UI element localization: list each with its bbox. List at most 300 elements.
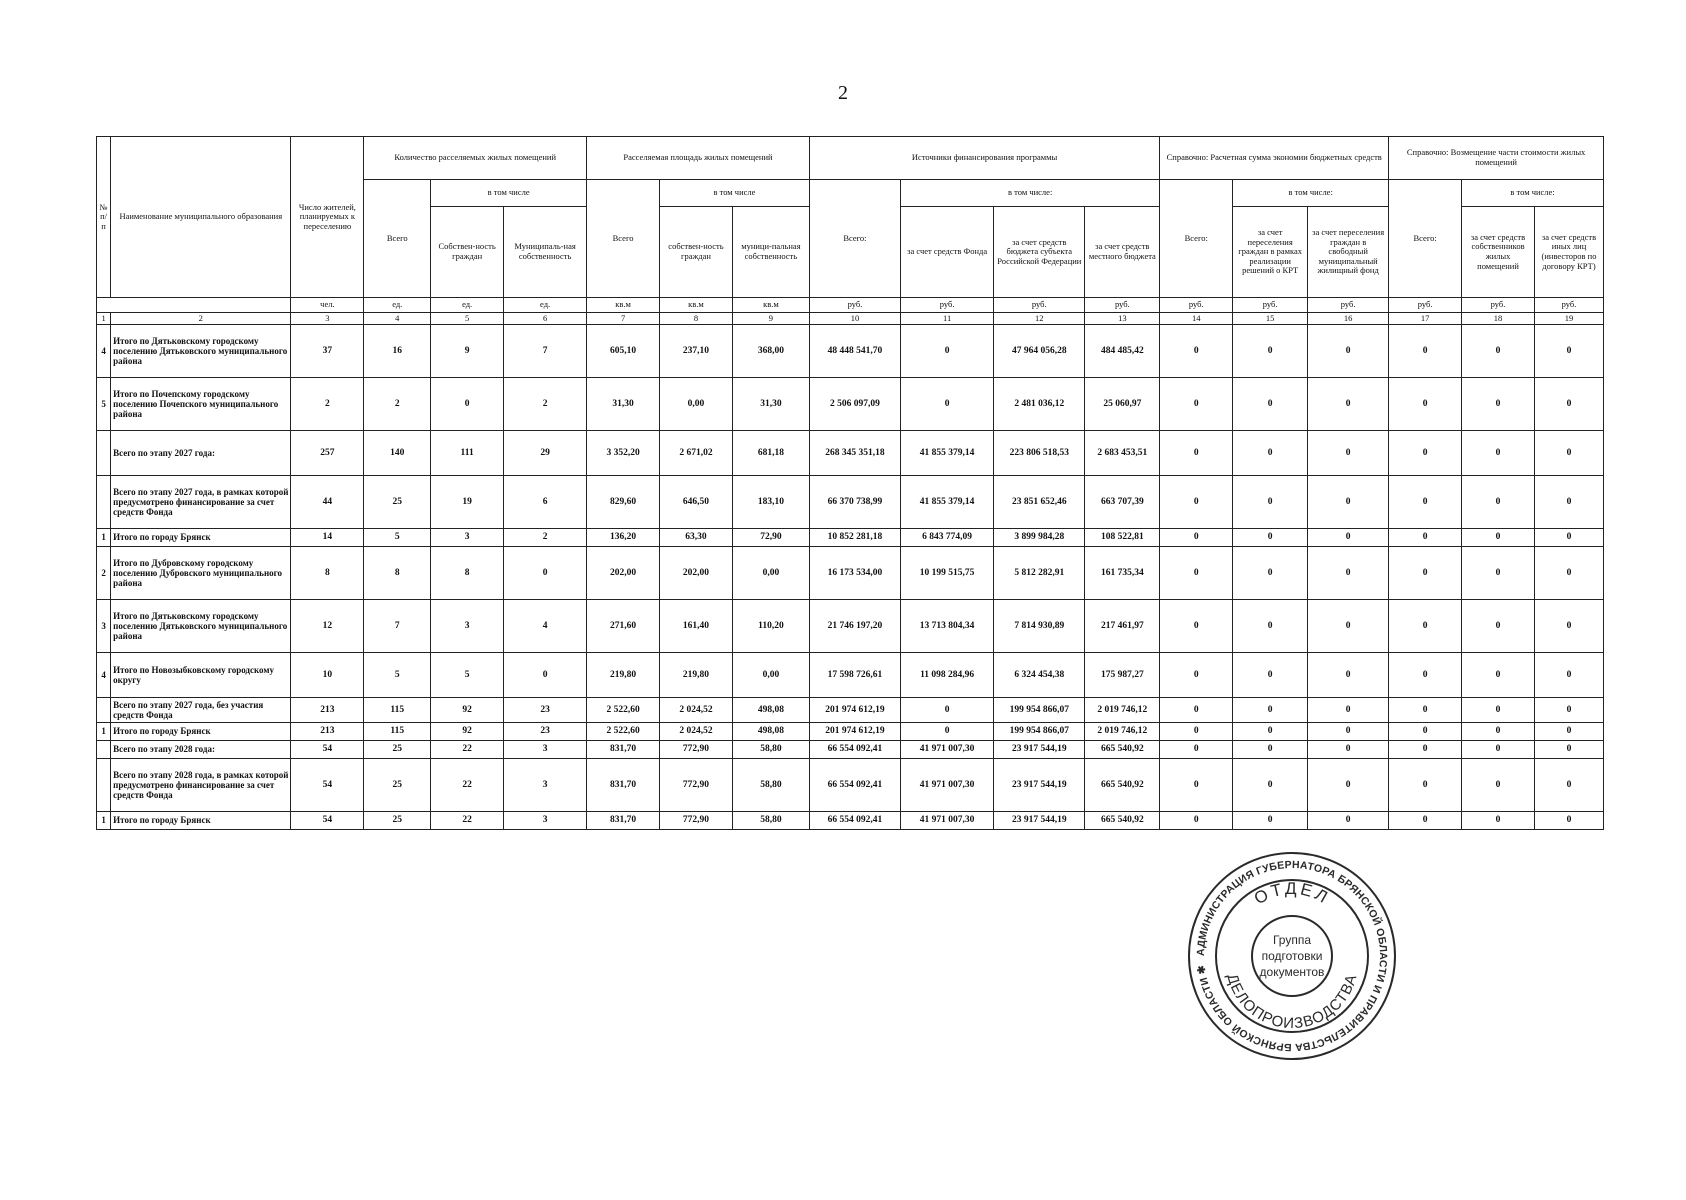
stamp-arc-top <box>1251 879 1333 908</box>
row-number-cell <box>97 476 111 529</box>
value-cell: 0 <box>1534 723 1603 741</box>
value-cell: 201 974 612,19 <box>809 723 900 741</box>
header-refund-incl: в том числе: <box>1462 180 1604 207</box>
value-cell: 8 <box>364 547 431 600</box>
header-no: № п/ п <box>97 137 111 298</box>
value-cell: 31,30 <box>587 378 660 431</box>
col-number: 6 <box>504 313 587 325</box>
value-cell: 0 <box>901 698 994 723</box>
row-number-cell <box>97 741 111 759</box>
value-cell: 0 <box>1462 325 1535 378</box>
header-residents: Число жителей, планируемых к переселению <box>291 137 364 298</box>
value-cell: 5 <box>364 653 431 698</box>
col-number: 11 <box>901 313 994 325</box>
col-number: 19 <box>1534 313 1603 325</box>
value-cell: 202,00 <box>660 547 733 600</box>
value-cell: 484 485,42 <box>1085 325 1160 378</box>
table-row <box>97 759 1604 812</box>
value-cell: 0,00 <box>660 378 733 431</box>
value-cell: 0 <box>1160 812 1233 830</box>
municipality-name-cell: Всего по этапу 2028 года: <box>111 741 291 759</box>
value-cell: 831,70 <box>587 812 660 830</box>
value-cell: 498,08 <box>732 723 809 741</box>
table-row <box>97 547 1604 600</box>
value-cell: 23 917 544,19 <box>994 759 1085 812</box>
col-number: 17 <box>1389 313 1462 325</box>
header-area-total: Всего <box>587 180 660 298</box>
value-cell: 66 554 092,41 <box>809 741 900 759</box>
municipality-name-cell: Всего по этапу 2027 года: <box>111 431 291 476</box>
value-cell: 63,30 <box>660 529 733 547</box>
value-cell: 115 <box>364 698 431 723</box>
resettlement-table-container <box>96 136 1604 830</box>
value-cell: 23 917 544,19 <box>994 741 1085 759</box>
unit-cell: кв.м <box>587 298 660 313</box>
value-cell: 16 173 534,00 <box>809 547 900 600</box>
unit-cell-blank <box>97 298 291 313</box>
value-cell: 41 971 007,30 <box>901 741 994 759</box>
value-cell: 14 <box>291 529 364 547</box>
col-number: 10 <box>809 313 900 325</box>
value-cell: 0 <box>1233 812 1308 830</box>
header-fund: за счет средств Фонда <box>901 207 994 298</box>
value-cell: 5 <box>431 653 504 698</box>
value-cell: 0 <box>1160 653 1233 698</box>
value-cell: 72,90 <box>732 529 809 547</box>
value-cell: 2 <box>291 378 364 431</box>
value-cell: 0 <box>1462 723 1535 741</box>
value-cell: 2 683 453,51 <box>1085 431 1160 476</box>
table-row <box>97 600 1604 653</box>
value-cell: 0 <box>1308 547 1389 600</box>
value-cell: 3 <box>504 741 587 759</box>
value-cell: 0 <box>504 547 587 600</box>
unit-cell: руб. <box>1534 298 1603 313</box>
header-municipality: Наименование муниципального образования <box>111 137 291 298</box>
unit-cell: руб. <box>994 298 1085 313</box>
value-cell: 17 598 726,61 <box>809 653 900 698</box>
value-cell: 44 <box>291 476 364 529</box>
value-cell: 58,80 <box>732 741 809 759</box>
value-cell: 3 <box>431 529 504 547</box>
value-cell: 0 <box>1462 759 1535 812</box>
value-cell: 217 461,97 <box>1085 600 1160 653</box>
row-number-cell: 1 <box>97 812 111 830</box>
value-cell: 0 <box>1233 741 1308 759</box>
unit-cell: кв.м <box>732 298 809 313</box>
value-cell: 0 <box>1233 653 1308 698</box>
value-cell: 2 522,60 <box>587 723 660 741</box>
value-cell: 25 <box>364 476 431 529</box>
value-cell: 213 <box>291 698 364 723</box>
unit-cell: руб. <box>1233 298 1308 313</box>
header-area-citizens: собствен-ность граждан <box>660 207 733 298</box>
value-cell: 0 <box>1308 759 1389 812</box>
value-cell: 772,90 <box>660 812 733 830</box>
value-cell: 0 <box>504 653 587 698</box>
value-cell: 0 <box>1160 723 1233 741</box>
row-number-cell: 3 <box>97 600 111 653</box>
unit-cell: руб. <box>1308 298 1389 313</box>
value-cell: 0 <box>1308 812 1389 830</box>
value-cell: 2 024,52 <box>660 723 733 741</box>
value-cell: 219,80 <box>587 653 660 698</box>
municipality-name-cell: Итого по городу Брянск <box>111 723 291 741</box>
value-cell: 10 852 281,18 <box>809 529 900 547</box>
value-cell: 199 954 866,07 <box>994 723 1085 741</box>
header-savings: Справочно: Расчетная сумма экономии бюджетных средств <box>1160 137 1389 180</box>
header-savings-incl: в том числе: <box>1233 180 1389 207</box>
value-cell: 0 <box>1233 476 1308 529</box>
value-cell: 66 370 738,99 <box>809 476 900 529</box>
municipality-name-cell: Итого по Дятьковскому городскому поселению Дятьковского муниципального района <box>111 600 291 653</box>
header-premises-total: Всего <box>364 180 431 298</box>
table-row <box>97 378 1604 431</box>
value-cell: 0 <box>1233 529 1308 547</box>
value-cell: 0 <box>1462 529 1535 547</box>
value-cell: 4 <box>504 600 587 653</box>
value-cell: 0 <box>1389 600 1462 653</box>
table-row <box>97 812 1604 830</box>
value-cell: 2 019 746,12 <box>1085 698 1160 723</box>
value-cell: 0 <box>1233 547 1308 600</box>
value-cell: 772,90 <box>660 759 733 812</box>
unit-cell: руб. <box>809 298 900 313</box>
row-number-cell: 5 <box>97 378 111 431</box>
value-cell: 16 <box>364 325 431 378</box>
value-cell: 8 <box>291 547 364 600</box>
value-cell: 0 <box>1160 431 1233 476</box>
value-cell: 605,10 <box>587 325 660 378</box>
row-number-cell <box>97 698 111 723</box>
header-premises-count: Количество расселяемых жилых помещений <box>364 137 587 180</box>
table-row <box>97 653 1604 698</box>
value-cell: 7 814 930,89 <box>994 600 1085 653</box>
value-cell: 219,80 <box>660 653 733 698</box>
value-cell: 0 <box>1389 723 1462 741</box>
value-cell: 665 540,92 <box>1085 759 1160 812</box>
value-cell: 140 <box>364 431 431 476</box>
value-cell: 23 917 544,19 <box>994 812 1085 830</box>
table-body <box>97 325 1604 830</box>
value-cell: 0 <box>1308 378 1389 431</box>
value-cell: 0 <box>901 325 994 378</box>
value-cell: 136,20 <box>587 529 660 547</box>
table-row <box>97 476 1604 529</box>
value-cell: 201 974 612,19 <box>809 698 900 723</box>
value-cell: 0 <box>1462 698 1535 723</box>
row-number-cell <box>97 759 111 812</box>
value-cell: 0 <box>1233 698 1308 723</box>
value-cell: 663 707,39 <box>1085 476 1160 529</box>
row-number-cell: 4 <box>97 325 111 378</box>
unit-cell: кв.м <box>660 298 733 313</box>
value-cell: 0 <box>1534 759 1603 812</box>
value-cell: 0 <box>1389 653 1462 698</box>
value-cell: 37 <box>291 325 364 378</box>
value-cell: 110,20 <box>732 600 809 653</box>
resettlement-table <box>96 136 1604 830</box>
value-cell: 41 971 007,30 <box>901 812 994 830</box>
value-cell: 2 522,60 <box>587 698 660 723</box>
row-number-cell: 2 <box>97 547 111 600</box>
value-cell: 92 <box>431 723 504 741</box>
unit-cell: руб. <box>1085 298 1160 313</box>
value-cell: 0 <box>1462 476 1535 529</box>
stamp-center-line-1: Группа <box>1272 933 1312 947</box>
value-cell: 0 <box>1308 325 1389 378</box>
value-cell: 0 <box>1462 431 1535 476</box>
value-cell: 0 <box>1233 600 1308 653</box>
col-number: 5 <box>431 313 504 325</box>
value-cell: 237,10 <box>660 325 733 378</box>
value-cell: 0 <box>1389 529 1462 547</box>
value-cell: 0 <box>1233 759 1308 812</box>
value-cell: 0 <box>1233 723 1308 741</box>
value-cell: 0 <box>1534 529 1603 547</box>
col-number: 12 <box>994 313 1085 325</box>
header-refund-total: Всего: <box>1389 180 1462 298</box>
value-cell: 48 448 541,70 <box>809 325 900 378</box>
value-cell: 3 899 984,28 <box>994 529 1085 547</box>
value-cell: 3 352,20 <box>587 431 660 476</box>
value-cell: 0 <box>1534 476 1603 529</box>
unit-cell: ед. <box>431 298 504 313</box>
col-number: 7 <box>587 313 660 325</box>
value-cell: 0 <box>1462 653 1535 698</box>
value-cell: 3 <box>504 759 587 812</box>
value-cell: 665 540,92 <box>1085 741 1160 759</box>
value-cell: 0 <box>1534 378 1603 431</box>
value-cell: 0 <box>901 378 994 431</box>
value-cell: 0 <box>1534 325 1603 378</box>
unit-cell: чел. <box>291 298 364 313</box>
value-cell: 183,10 <box>732 476 809 529</box>
value-cell: 115 <box>364 723 431 741</box>
value-cell: 0 <box>1389 378 1462 431</box>
value-cell: 23 <box>504 698 587 723</box>
value-cell: 0 <box>1462 812 1535 830</box>
value-cell: 0 <box>1308 741 1389 759</box>
value-cell: 831,70 <box>587 741 660 759</box>
row-number-cell: 4 <box>97 653 111 698</box>
header-local-budget: за счет средств местного бюджета <box>1085 207 1160 298</box>
value-cell: 10 199 515,75 <box>901 547 994 600</box>
value-cell: 2 <box>364 378 431 431</box>
value-cell: 66 554 092,41 <box>809 812 900 830</box>
col-number: 3 <box>291 313 364 325</box>
value-cell: 223 806 518,53 <box>994 431 1085 476</box>
value-cell: 0 <box>1462 547 1535 600</box>
value-cell: 19 <box>431 476 504 529</box>
value-cell: 3 <box>504 812 587 830</box>
table-row <box>97 723 1604 741</box>
value-cell: 23 <box>504 723 587 741</box>
header-savings-total: Всего: <box>1160 180 1233 298</box>
header-premises-incl: в том числе <box>431 180 587 207</box>
value-cell: 0 <box>1534 812 1603 830</box>
stamp-center-line-3: документов <box>1259 965 1325 979</box>
value-cell: 31,30 <box>732 378 809 431</box>
municipality-name-cell: Итого по Новозыбковскому городскому округу <box>111 653 291 698</box>
unit-cell: руб. <box>1389 298 1462 313</box>
value-cell: 0 <box>1160 325 1233 378</box>
municipality-name-cell: Итого по городу Брянск <box>111 812 291 830</box>
value-cell: 92 <box>431 698 504 723</box>
value-cell: 0 <box>1389 759 1462 812</box>
header-free-fund: за счет переселения граждан в свободный муниципальный жилищный фонд <box>1308 207 1389 298</box>
value-cell: 0 <box>1160 759 1233 812</box>
value-cell: 0 <box>1160 741 1233 759</box>
value-cell: 6 <box>504 476 587 529</box>
unit-cell: ед. <box>504 298 587 313</box>
value-cell: 0 <box>1389 741 1462 759</box>
col-number: 2 <box>111 313 291 325</box>
value-cell: 0 <box>1160 529 1233 547</box>
header-municipal-owned: Муниципаль-ная собственность <box>504 207 587 298</box>
value-cell: 54 <box>291 812 364 830</box>
col-number: 16 <box>1308 313 1389 325</box>
unit-cell: руб. <box>1160 298 1233 313</box>
value-cell: 0 <box>1233 378 1308 431</box>
value-cell: 0,00 <box>732 653 809 698</box>
value-cell: 41 855 379,14 <box>901 431 994 476</box>
header-sources-total: Всего: <box>809 180 900 298</box>
value-cell: 6 843 774,09 <box>901 529 994 547</box>
value-cell: 41 971 007,30 <box>901 759 994 812</box>
stamp-ring-textpath: АДМИНИСТРАЦИЯ ГУБЕРНАТОРА БРЯНСКОЙ ОБЛАСТИ И ПРАВИТЕЛЬСТВА БРЯНСКОЙ ОБЛАСТИ ✱ <box>1194 858 1390 1054</box>
value-cell: 2 481 036,12 <box>994 378 1085 431</box>
value-cell: 0 <box>1462 378 1535 431</box>
table-row <box>97 698 1604 723</box>
value-cell: 271,60 <box>587 600 660 653</box>
value-cell: 0 <box>1534 741 1603 759</box>
value-cell: 199 954 866,07 <box>994 698 1085 723</box>
value-cell: 5 812 282,91 <box>994 547 1085 600</box>
value-cell: 213 <box>291 723 364 741</box>
header-area: Расселяемая площадь жилых помещений <box>587 137 810 180</box>
value-cell: 9 <box>431 325 504 378</box>
value-cell: 3 <box>431 600 504 653</box>
value-cell: 0 <box>1160 698 1233 723</box>
unit-cell: руб. <box>901 298 994 313</box>
value-cell: 0 <box>1534 698 1603 723</box>
value-cell: 54 <box>291 741 364 759</box>
value-cell: 0 <box>1462 741 1535 759</box>
municipality-name-cell: Всего по этапу 2027 года, без участия средств Фонда <box>111 698 291 723</box>
value-cell: 11 098 284,96 <box>901 653 994 698</box>
value-cell: 0 <box>1160 476 1233 529</box>
column-numbers-row <box>97 313 1604 325</box>
col-number: 18 <box>1462 313 1535 325</box>
table-row <box>97 325 1604 378</box>
value-cell: 831,70 <box>587 759 660 812</box>
value-cell: 829,60 <box>587 476 660 529</box>
value-cell: 111 <box>431 431 504 476</box>
value-cell: 0 <box>1308 529 1389 547</box>
value-cell: 47 964 056,28 <box>994 325 1085 378</box>
stamp-center-line-2: подготовки <box>1261 949 1323 963</box>
value-cell: 66 554 092,41 <box>809 759 900 812</box>
value-cell: 161 735,34 <box>1085 547 1160 600</box>
unit-cell: ед. <box>364 298 431 313</box>
value-cell: 175 987,27 <box>1085 653 1160 698</box>
value-cell: 202,00 <box>587 547 660 600</box>
municipality-name-cell: Всего по этапу 2028 года, в рамках которой предусмотрено финансирование за счет средств Фонда <box>111 759 291 812</box>
value-cell: 0,00 <box>732 547 809 600</box>
municipality-name-cell: Итого по Дубровскому городскому поселению Дубровского муниципального района <box>111 547 291 600</box>
value-cell: 12 <box>291 600 364 653</box>
header-owners: за счет средств собственников жилых помещений <box>1462 207 1535 298</box>
stamp-arc-bottom <box>1223 972 1360 1032</box>
col-number: 9 <box>732 313 809 325</box>
col-number: 1 <box>97 313 111 325</box>
value-cell: 22 <box>431 812 504 830</box>
value-cell: 25 <box>364 812 431 830</box>
col-number: 13 <box>1085 313 1160 325</box>
value-cell: 13 713 804,34 <box>901 600 994 653</box>
units-row <box>97 298 1604 313</box>
table-row <box>97 431 1604 476</box>
value-cell: 0 <box>1308 653 1389 698</box>
value-cell: 772,90 <box>660 741 733 759</box>
value-cell: 0 <box>1308 476 1389 529</box>
col-number: 4 <box>364 313 431 325</box>
value-cell: 54 <box>291 759 364 812</box>
header-citizens-owned: Собствен-ность граждан <box>431 207 504 298</box>
value-cell: 22 <box>431 741 504 759</box>
value-cell: 58,80 <box>732 759 809 812</box>
value-cell: 41 855 379,14 <box>901 476 994 529</box>
value-cell: 5 <box>364 529 431 547</box>
value-cell: 665 540,92 <box>1085 812 1160 830</box>
value-cell: 10 <box>291 653 364 698</box>
value-cell: 498,08 <box>732 698 809 723</box>
value-cell: 0 <box>1160 547 1233 600</box>
value-cell: 0 <box>901 723 994 741</box>
value-cell: 0 <box>431 378 504 431</box>
municipality-name-cell: Итого по городу Брянск <box>111 529 291 547</box>
table-row <box>97 741 1604 759</box>
unit-cell: руб. <box>1462 298 1535 313</box>
value-cell: 161,40 <box>660 600 733 653</box>
value-cell: 0 <box>1462 600 1535 653</box>
value-cell: 0 <box>1389 547 1462 600</box>
col-number: 8 <box>660 313 733 325</box>
value-cell: 0 <box>1389 476 1462 529</box>
value-cell: 22 <box>431 759 504 812</box>
municipality-name-cell: Всего по этапу 2027 года, в рамках которой предусмотрено финансирование за счет средств Фонда <box>111 476 291 529</box>
col-number: 15 <box>1233 313 1308 325</box>
value-cell: 2 506 097,09 <box>809 378 900 431</box>
value-cell: 2 <box>504 529 587 547</box>
table-row <box>97 529 1604 547</box>
header-refund: Справочно: Возмещение части стоимости жилых помещений <box>1389 137 1604 180</box>
value-cell: 23 851 652,46 <box>994 476 1085 529</box>
value-cell: 7 <box>504 325 587 378</box>
value-cell: 681,18 <box>732 431 809 476</box>
value-cell: 2 671,02 <box>660 431 733 476</box>
header-investors: за счет средств иных лиц (инвесторов по договору КРТ) <box>1534 207 1603 298</box>
header-area-incl: в том числе <box>660 180 810 207</box>
header-subject-budget: за счет средств бюджета субъекта Российской Федерации <box>994 207 1085 298</box>
header-krt-resettle: за счет переселения граждан в рамках реализации решений о КРТ <box>1233 207 1308 298</box>
value-cell: 25 <box>364 759 431 812</box>
value-cell: 0 <box>1389 325 1462 378</box>
value-cell: 2 <box>504 378 587 431</box>
value-cell: 0 <box>1534 547 1603 600</box>
page-number: 2 <box>838 82 848 104</box>
